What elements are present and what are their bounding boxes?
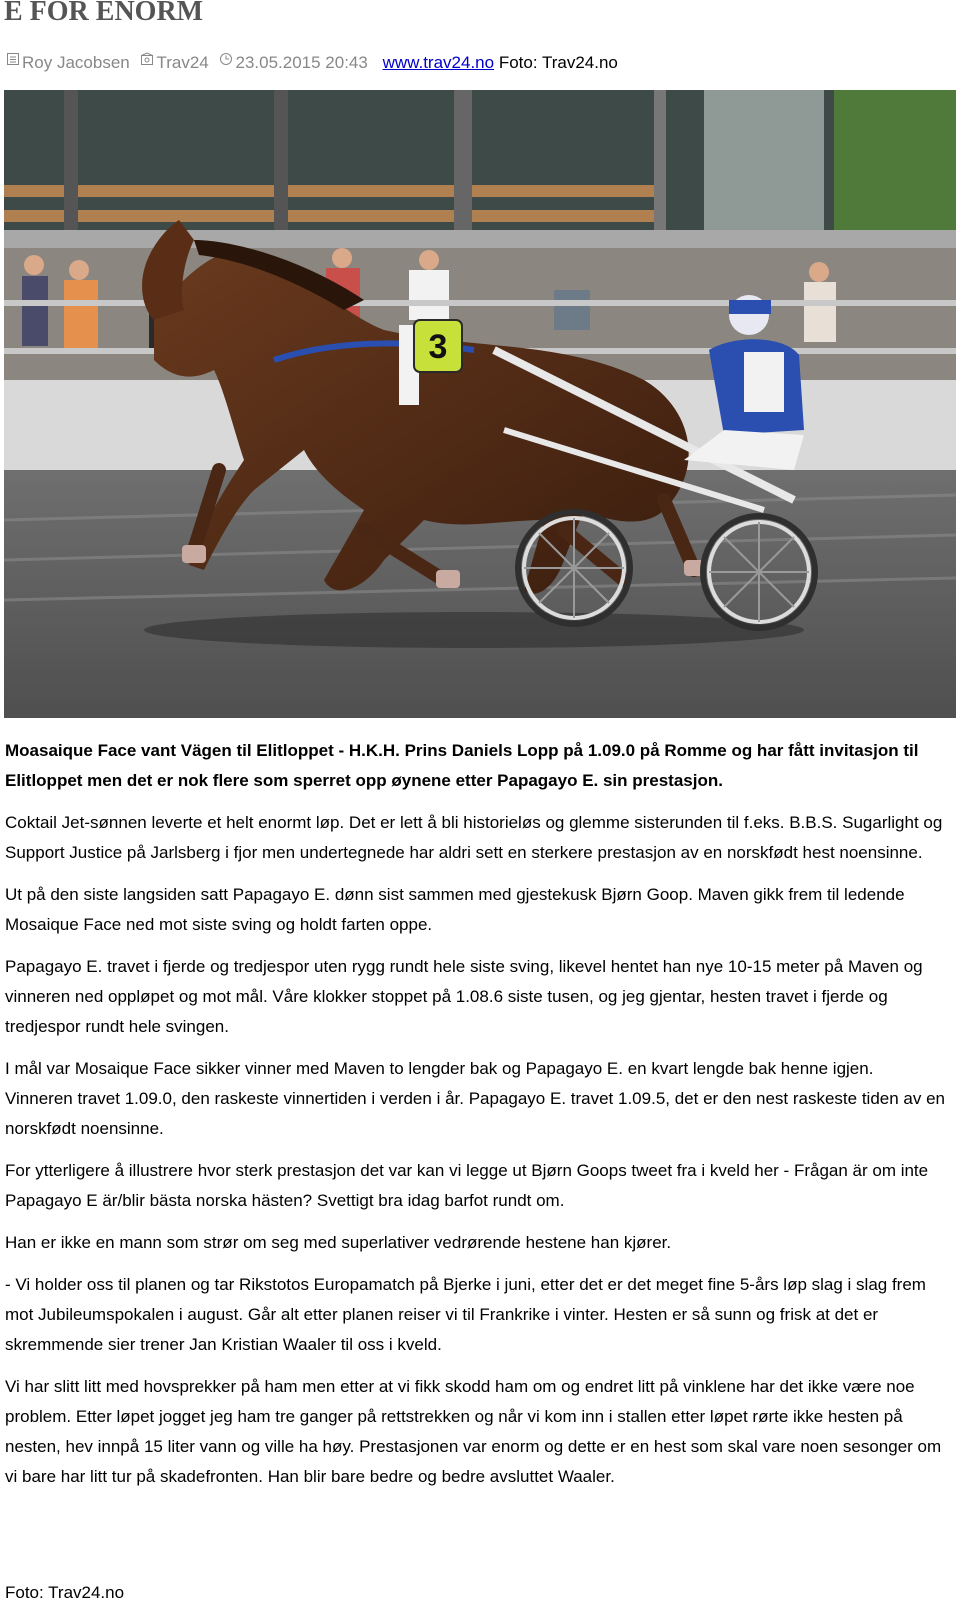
clock-icon: [219, 52, 233, 66]
photo-credit: Foto: Trav24.no: [498, 53, 618, 72]
source-icon: [140, 52, 154, 66]
source-name: Trav24: [156, 53, 209, 72]
article-body: [5, 736, 945, 1504]
article-paragraph: Papagayo E. travet i fjerde og tredjespor uten rygg rundt hele siste sving, likevel hentet han nye 10-15 meter på Maven og vinneren ned oppløpet og mot mål. Våre klokker stoppet på 1.08.6 siste tusen, og jeg gjentar, hesten travet i fjerde og tredjespor rundt hele svingen.: [5, 957, 923, 1036]
date-info: [219, 52, 367, 73]
harness-racing-photo: [4, 90, 956, 718]
footer-photo-credit: Foto: Trav24.no: [5, 1583, 125, 1602]
article-meta: [6, 52, 618, 73]
article-paragraph: Coktail Jet-sønnen leverte et helt enormt løp. Det er lett å bli historieløs og glemme sisterunden til f.eks. B.B.S. Sugarlight og Support Justice på Jarlsberg i fjor men undertegnede har aldri sett en sterkere prestasjon av en norskfødt hest noensinne.: [5, 813, 943, 862]
bib-number: 3: [428, 328, 448, 366]
article-paragraph: For ytterligere å illustrere hvor sterk prestasjon det var kan vi legge ut Bjørn Goops tweet fra i kveld her - Frågan är om inte Papagayo E är/blir bästa norska hästen? Svettigt bra idag barfot rundt om.: [5, 1161, 929, 1210]
article-paragraph: I mål var Mosaique Face sikker vinner med Maven to lengder bak og Papagayo E. en kvart lengde bak henne igjen. Vinneren travet 1.09.0, den raskeste vinnertiden i verden i år. Papagayo E. travet 1.09.5, det er den nest raskeste tiden av en norskfødt noensinne.: [5, 1059, 945, 1138]
author-name: Roy Jacobsen: [22, 53, 130, 72]
author-icon: [6, 52, 20, 66]
article-photo: [4, 90, 956, 718]
author-info: [6, 52, 130, 73]
publish-datetime: 23.05.2015 20:43: [235, 53, 368, 72]
article-paragraph: Vi har slitt litt med hovsprekker på ham men etter at vi fikk skodd ham om og endret litt på vinklene har det ikke være noe problem. Etter løpet jogget jeg ham tre ganger på rettstrekken og når vi kom inn i stallen etter løpet rørte ikke hesten på nesten, hev innpå 15 liter vann og ville ha høy. Prestasjonen var enorm og dette er en hest som skal vare noen sesonger om vi bare har litt tur på skadefronten. Han blir bare bedre og bedre avsluttet Waaler.: [5, 1377, 942, 1486]
source-info: [140, 52, 208, 73]
article-paragraph: Han er ikke en mann som strør om seg med superlativer vedrørende hestene han kjører.: [5, 1233, 672, 1252]
source-link[interactable]: www.trav24.no: [382, 53, 495, 72]
article-lead: Moasaique Face vant Vägen til Elitloppet - H.K.H. Prins Daniels Lopp på 1.09.0 på Romme og har fått invitasjon til Elitloppet men det er nok flere som sperret opp øynene etter Papagayo E. sin prestasjon.: [5, 741, 919, 790]
article-paragraph: Ut på den siste langsiden satt Papagayo E. dønn sist sammen med gjestekusk Bjørn Goop. Maven gikk frem til ledende Mosaique Face ned mot siste sving og holdt farten oppe.: [5, 885, 905, 934]
article-title: E FOR ENORM: [4, 0, 204, 27]
article-paragraph: - Vi holder oss til planen og tar Rikstotos Europamatch på Bjerke i juni, etter det er det meget fine 5-års løp slag i slag frem mot Jubileumspokalen i august. Går alt etter planen reiser vi til Frankrike i vinter. Hesten er så sunn og frisk at det er skremmende sier trener Jan Kristian Waaler til oss i kveld.: [5, 1275, 926, 1354]
